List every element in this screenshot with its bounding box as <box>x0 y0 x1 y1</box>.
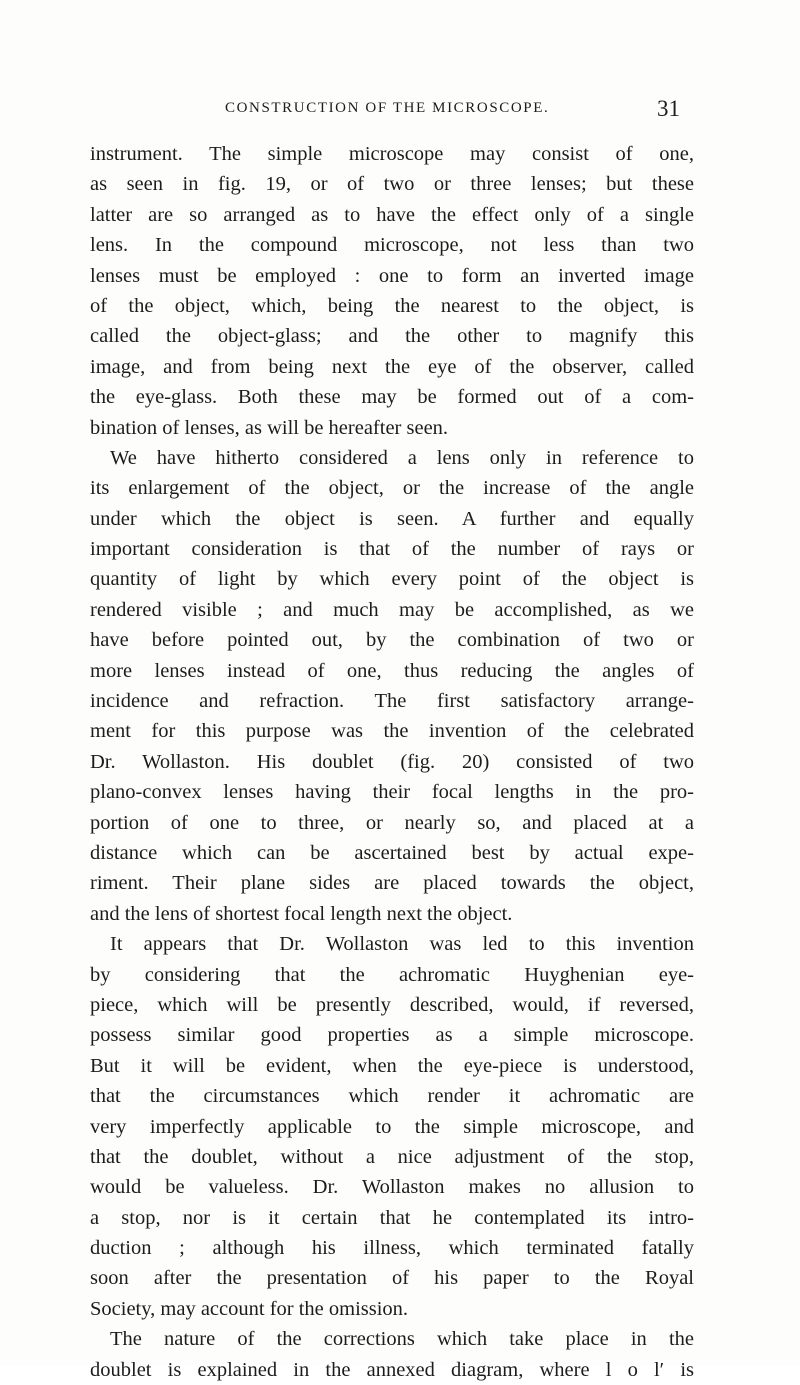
paragraph-end-line: bination of lenses, as will be hereafter seen. <box>90 416 449 439</box>
text-line: its enlargement of the object, or the increase of the angle <box>90 477 694 500</box>
text-line: distance which can be ascertained best by actual expe- <box>90 841 694 864</box>
text-line: as seen in fig. 19, or of two or three lenses; but these <box>90 173 694 196</box>
text-line: image, and from being next the eye of the observer, called <box>90 355 694 378</box>
text-line: doublet is explained in the annexed diagram, where l o l′ is <box>90 1358 694 1381</box>
page-number: 31 <box>657 96 680 121</box>
text-line: quantity of light by which every point of the object is <box>90 568 694 591</box>
running-header <box>0 96 800 126</box>
text-line: But it will be evident, when the eye-piece is understood, <box>90 1054 694 1077</box>
text-line: more lenses instead of one, thus reducing the angles of <box>90 659 694 682</box>
text-line: under which the object is seen. A further and equally <box>90 507 694 530</box>
paragraph-start-line: We have hitherto considered a lens only in reference to <box>110 446 694 469</box>
text-line: duction ; although his illness, which terminated fatally <box>90 1237 694 1260</box>
text-line: riment. Their plane sides are placed towards the object, <box>90 872 694 895</box>
text-line: very imperfectly applicable to the simple microscope, and <box>90 1115 694 1138</box>
text-line: Dr. Wollaston. His doublet (fig. 20) consisted of two <box>90 750 694 773</box>
text-line: important consideration is that of the number of rays or <box>90 538 694 561</box>
text-line: lenses must be employed : one to form an inverted image <box>90 264 694 287</box>
body-text <box>90 139 694 1385</box>
text-line: piece, which will be presently described, would, if reversed, <box>90 993 694 1016</box>
text-line: instrument. The simple microscope may consist of one, <box>90 143 694 165</box>
text-line: ment for this purpose was the invention of the celebrated <box>90 720 694 743</box>
paragraph-start-line: It appears that Dr. Wollaston was led to this invention <box>110 933 694 956</box>
text-line: would be valueless. Dr. Wollaston makes no allusion to <box>90 1176 694 1199</box>
text-line: latter are so arranged as to have the effect only of a single <box>90 203 694 226</box>
text-line: called the object-glass; and the other to magnify this <box>90 325 694 348</box>
text-line: by considering that the achromatic Huyghenian eye- <box>90 963 694 986</box>
text-line: a stop, nor is it certain that he contemplated its intro- <box>90 1206 694 1229</box>
text-line: the eye-glass. Both these may be formed out of a com- <box>90 386 694 409</box>
text-line: lens. In the compound microscope, not less than two <box>90 234 694 257</box>
text-line: soon after the presentation of his paper to the Royal <box>90 1267 694 1290</box>
text-line: portion of one to three, or nearly so, and placed at a <box>90 811 694 834</box>
paragraph-start-line: The nature of the corrections which take place in the <box>110 1328 694 1351</box>
paragraph-end-line: Society, may account for the omission. <box>90 1297 409 1320</box>
text-line: of the object, which, being the nearest to the object, is <box>90 294 694 317</box>
text-line: have before pointed out, by the combination of two or <box>90 629 694 652</box>
text-line: incidence and refraction. The first satisfactory arrange- <box>90 690 694 713</box>
text-line: rendered visible ; and much may be accomplished, as we <box>90 598 694 621</box>
text-line: that the doublet, without a nice adjustment of the stop, <box>90 1145 694 1168</box>
text-line: that the circumstances which render it achromatic are <box>90 1085 694 1108</box>
text-line: plano-convex lenses having their focal lengths in the pro- <box>90 781 694 804</box>
running-title: CONSTRUCTION OF THE MICROSCOPE. <box>225 100 550 116</box>
paragraph-end-line: and the lens of shortest focal length next the object. <box>90 902 513 925</box>
text-line: possess similar good properties as a simple microscope. <box>90 1024 694 1047</box>
